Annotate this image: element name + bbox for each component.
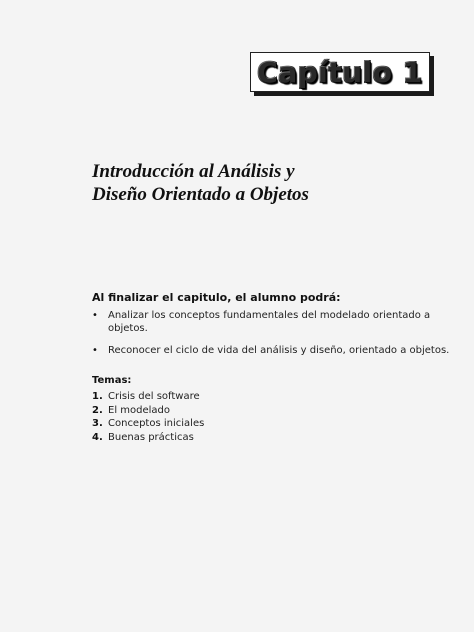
- topic-label: Conceptos iniciales: [108, 418, 205, 429]
- bullet-icon: •: [92, 310, 98, 321]
- topic-number: 4.: [92, 431, 103, 443]
- topics-list: [92, 390, 204, 444]
- list-item: [92, 404, 204, 418]
- topic-number: 1.: [92, 391, 103, 402]
- topic-label: El modelado: [108, 404, 171, 416]
- list-item: [92, 417, 204, 431]
- topic-label: Crisis del software: [108, 391, 200, 402]
- topic-label: Buenas prácticas: [108, 431, 194, 443]
- bullet-icon: •: [92, 345, 98, 356]
- list-item: [92, 431, 204, 445]
- chapter-title: Capítulo 1: [257, 55, 423, 89]
- list-item: [92, 309, 452, 335]
- topic-number: 2.: [92, 404, 103, 416]
- page-title-line-1: Introducción al Análisis y: [92, 161, 295, 182]
- objectives-heading: Al finalizar el capitulo, el alumno podrá:: [92, 291, 341, 304]
- objective-text: Analizar los conceptos fundamentales del modelado orientado a objetos.: [108, 310, 431, 334]
- objective-text: Reconocer el ciclo de vida del análisis y diseño, orientado a objetos.: [108, 345, 450, 356]
- chapter-badge-box: [250, 52, 430, 92]
- page-title: [92, 160, 432, 206]
- chapter-badge: [250, 52, 434, 96]
- objectives-list: [92, 306, 452, 366]
- topic-number: 3.: [92, 418, 103, 429]
- page-title-line-2: Diseño Orientado a Objetos: [92, 184, 309, 205]
- topics-heading: Temas:: [92, 375, 132, 386]
- list-item: [92, 390, 204, 404]
- list-item: [92, 344, 452, 357]
